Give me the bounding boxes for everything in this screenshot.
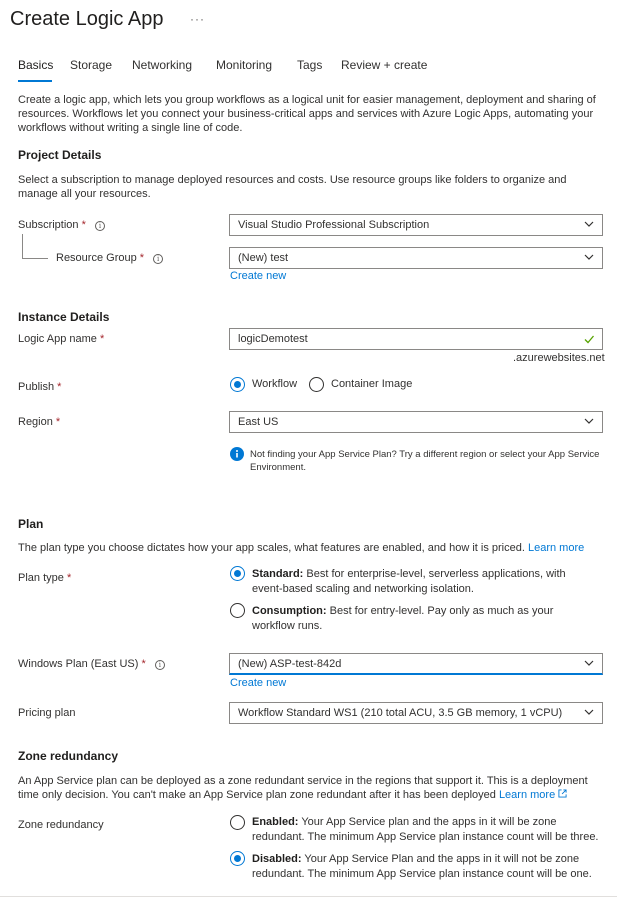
plan-description [18, 541, 608, 555]
resource-group-value: (New) test [238, 252, 289, 264]
required-mark: * [57, 381, 62, 393]
chevron-down-icon [583, 251, 595, 263]
tab-networking[interactable]: Networking [132, 58, 193, 72]
instance-details-heading: Instance Details [18, 310, 110, 324]
zone-disabled-desc: Your App Service Plan and the apps in it will not be zone redundant. The minimum App Service plan instance count will be one. [252, 853, 592, 880]
tree-connector-horizontal [22, 258, 48, 259]
domain-suffix: .azurewebsites.net [513, 352, 605, 364]
active-tab-indicator [18, 80, 52, 82]
publish-label-text: Publish [18, 381, 55, 393]
windows-plan-label-text: Windows Plan (East US) [18, 658, 139, 670]
checkmark-icon [583, 333, 595, 345]
publish-workflow-label[interactable]: Workflow [252, 378, 298, 390]
required-mark: * [66, 572, 72, 584]
required-mark: * [141, 658, 146, 670]
plan-heading: Plan [18, 517, 44, 531]
plan-learn-more-link[interactable]: Learn more [527, 542, 585, 554]
plan-type-label [18, 572, 71, 584]
zone-enabled-title: Enabled: [252, 816, 299, 828]
plan-standard-title: Standard: [252, 568, 304, 580]
zone-disabled-title: Disabled: [252, 853, 302, 865]
logic-app-name-value: logicDemotest [238, 333, 308, 345]
region-label [18, 416, 60, 428]
info-circle-icon [230, 447, 244, 461]
page-title: Create Logic App [10, 8, 164, 30]
bottom-divider [0, 896, 617, 897]
publish-container-image-radio[interactable] [309, 377, 324, 392]
region-label-text: Region [18, 416, 53, 428]
zone-disabled-radio[interactable] [230, 851, 245, 866]
publish-workflow-radio[interactable] [230, 377, 245, 392]
pricing-plan-select[interactable] [229, 702, 603, 724]
zone-redundancy-heading: Zone redundancy [18, 749, 119, 763]
zone-enabled-radio[interactable] [230, 815, 245, 830]
zone-description-text: An App Service plan can be deployed as a zone redundant service in the regions that support it. This is a deployment time only decision. You can't make an App Service plan zone redundant after it has been deployed [18, 775, 588, 801]
pricing-plan-value: Workflow Standard WS1 (210 total ACU, 3.5 GB memory, 1 vCPU) [238, 707, 563, 719]
info-icon[interactable]: i [155, 660, 165, 670]
plan-description-text: The plan type you choose dictates how your app scales, what features are enabled, and how it is priced. [18, 542, 525, 554]
logic-app-name-label [18, 333, 104, 345]
plan-consumption-desc: Best for entry-level. Pay only as much as your workflow runs. [252, 605, 554, 632]
pricing-plan-label: Pricing plan [18, 707, 76, 719]
zone-learn-more-link[interactable]: Learn more [498, 789, 556, 801]
tree-connector-vertical [22, 234, 23, 258]
chevron-down-icon [583, 657, 595, 669]
plan-standard-desc: Best for enterprise-level, serverless applications, with event-based scaling and networking isolation. [252, 568, 566, 595]
tab-storage[interactable]: Storage [70, 58, 113, 72]
windows-plan-label [18, 658, 165, 670]
region-value: East US [238, 416, 279, 428]
publish-container-image-label[interactable]: Container Image [331, 378, 413, 390]
zone-disabled-option[interactable] [252, 852, 607, 882]
plan-standard-option[interactable] [252, 567, 582, 597]
subscription-label-text: Subscription [18, 219, 79, 231]
zone-redundancy-label: Zone redundancy [18, 819, 104, 831]
create-new-resource-group-link[interactable]: Create new [230, 270, 287, 282]
project-details-description: Select a subscription to manage deployed resources and costs. Use resource groups like folders to organize and manage all your resources. [18, 174, 567, 200]
zone-enabled-desc: Your App Service plan and the apps in it will be zone redundant. The minimum App Service plan instance count will be three. [252, 816, 599, 843]
plan-consumption-title: Consumption: [252, 605, 327, 617]
chevron-down-icon [583, 706, 595, 718]
subscription-label [18, 219, 105, 231]
create-new-plan-link[interactable]: Create new [230, 677, 287, 689]
tab-review-create[interactable]: Review + create [341, 58, 428, 72]
subscription-select[interactable] [229, 214, 603, 236]
external-link-icon [558, 789, 567, 798]
subscription-value: Visual Studio Professional Subscription [238, 219, 430, 231]
plan-consumption-radio[interactable] [230, 603, 245, 618]
resource-group-select[interactable] [229, 247, 603, 269]
intro-text: Create a logic app, which lets you group workflows as a logical unit for easier management, deployment and sharing of resources. Workflows let you connect your business-critical apps and services with Azure Logic Apps, automating your workflows without writing a single line of code. [18, 94, 596, 134]
tab-tags[interactable]: Tags [297, 58, 323, 72]
region-select[interactable] [229, 411, 603, 433]
required-mark: * [55, 416, 61, 428]
plan-standard-radio[interactable] [230, 566, 245, 581]
logic-app-name-label-text: Logic App name [18, 333, 97, 345]
info-icon[interactable]: i [153, 254, 163, 264]
publish-label [18, 381, 61, 393]
resource-group-label-text: Resource Group [56, 252, 137, 264]
tab-monitoring[interactable]: Monitoring [216, 58, 273, 72]
info-icon[interactable]: i [95, 221, 105, 231]
resource-group-label [56, 252, 163, 264]
zone-enabled-option[interactable] [252, 815, 607, 845]
windows-plan-select[interactable] [229, 653, 603, 675]
project-details-heading: Project Details [18, 148, 102, 162]
logic-app-name-input[interactable] [229, 328, 603, 350]
chevron-down-icon [583, 218, 595, 230]
required-mark: * [99, 333, 105, 345]
windows-plan-value: (New) ASP-test-842d [238, 658, 342, 670]
region-info-message: Not finding your App Service Plan? Try a different region or select your App Service Environment. [250, 449, 600, 473]
tab-basics[interactable]: Basics [18, 58, 54, 72]
chevron-down-icon [583, 415, 595, 427]
zone-redundancy-description [18, 774, 608, 802]
plan-consumption-option[interactable] [252, 604, 572, 634]
plan-type-label-text: Plan type [18, 572, 64, 584]
required-mark: * [139, 252, 145, 264]
required-mark: * [81, 219, 86, 231]
more-options-icon[interactable]: ··· [190, 12, 205, 26]
